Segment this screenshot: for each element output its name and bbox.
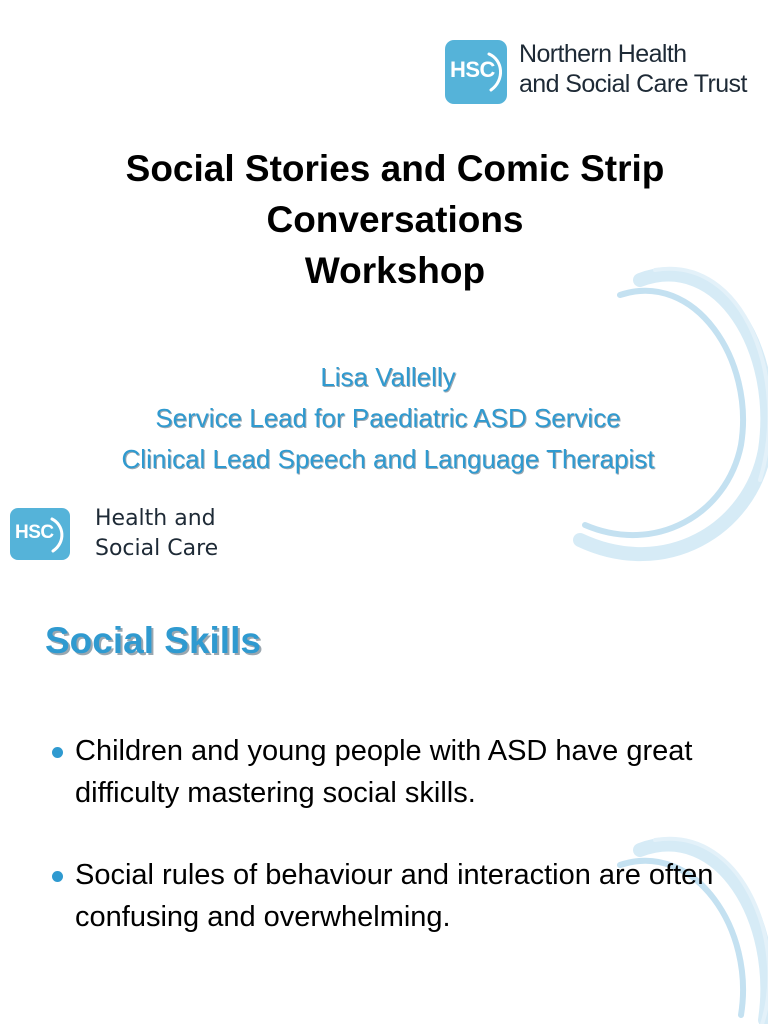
northern-trust-logo [445, 40, 747, 110]
trust-name-line-1: Northern Health [519, 40, 687, 68]
bullet-list [0, 730, 768, 978]
bullet-item [0, 854, 768, 938]
hsc-name-line-1: Health and [95, 506, 216, 531]
hsc-name-line-2: Social Care [95, 536, 219, 561]
slide-heading: Social Skills [45, 620, 261, 661]
content-slide [0, 580, 768, 1024]
hsc-badge-text: HSC [15, 522, 54, 543]
hsc-arc-icon [485, 50, 507, 94]
bullet-dot-icon [52, 871, 63, 882]
hsc-badge [445, 40, 507, 104]
title-line: Workshop [304, 250, 486, 291]
trust-name-line-2: and Social Care Trust [519, 70, 747, 98]
bullet-text: Social rules of behaviour and interaction are often confusing and overwhelming. [75, 859, 714, 933]
hsc-logo [10, 508, 240, 568]
presenter-role: Clinical Lead Speech and Language Therapist [121, 444, 655, 474]
hsc-badge [10, 508, 70, 560]
presenter-info [0, 357, 768, 480]
title-line: Social Stories and Comic Strip [125, 148, 665, 189]
title-line: Conversations [266, 199, 524, 240]
slide-title [0, 143, 768, 296]
presenter-name: Lisa Vallelly [320, 362, 456, 392]
hsc-badge-text: HSC [450, 57, 495, 82]
hsc-arc-icon [48, 516, 68, 554]
bullet-text: Children and young people with ASD have great difficulty mastering social skills. [75, 735, 693, 809]
bullet-dot-icon [52, 747, 63, 758]
presenter-role: Service Lead for Paediatric ASD Service [155, 403, 621, 433]
bullet-item [0, 730, 768, 814]
